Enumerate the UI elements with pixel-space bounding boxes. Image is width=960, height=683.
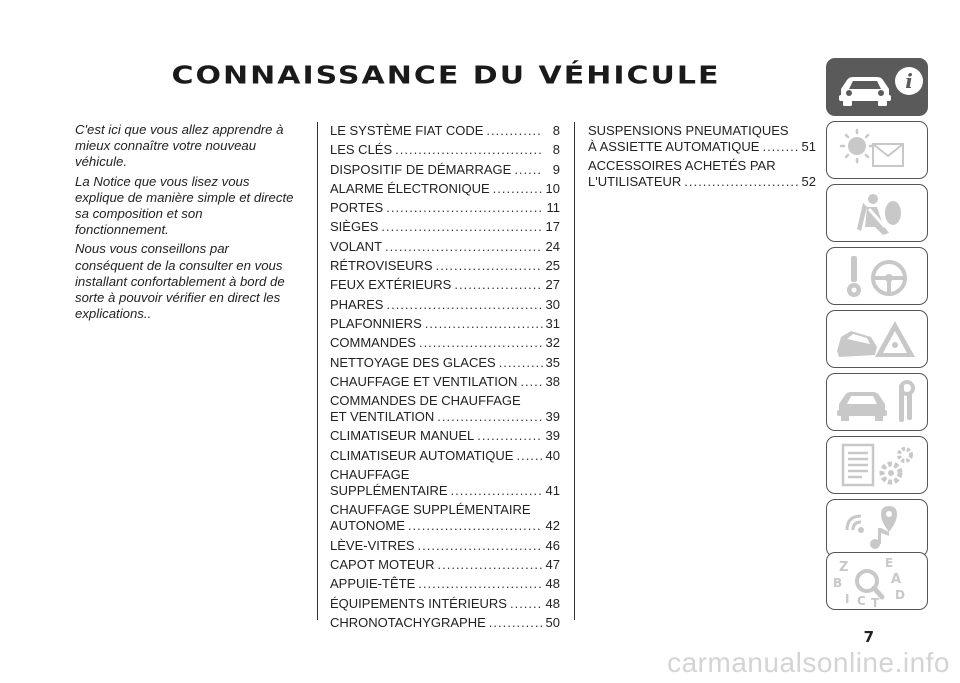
chapter-tab-index[interactable] xyxy=(826,552,928,610)
toc-leader-dots xyxy=(516,448,542,464)
toc-entry-page: 38 xyxy=(545,373,560,389)
toc-entry[interactable] xyxy=(330,335,560,351)
toc-column-2 xyxy=(588,123,816,194)
toc-entry[interactable] xyxy=(330,181,560,197)
toc-entry-title: SUPPLÉMENTAIRE xyxy=(330,483,448,499)
chapter-tab-dashboard[interactable] xyxy=(826,121,928,179)
toc-leader-dots xyxy=(486,123,543,139)
toc-entry-page: 39 xyxy=(545,409,560,425)
car-info-icon xyxy=(827,59,929,117)
toc-entry-page: 31 xyxy=(545,315,560,331)
toc-entry[interactable] xyxy=(588,123,816,155)
toc-leader-dots xyxy=(451,483,543,499)
toc-entry-page: 27 xyxy=(545,277,560,293)
toc-entry[interactable] xyxy=(330,374,560,390)
toc-leader-dots xyxy=(386,297,542,313)
chapter-tab-technical[interactable] xyxy=(826,436,928,494)
toc-entry-page: 30 xyxy=(545,296,560,312)
toc-entry-page: 50 xyxy=(545,614,560,630)
svg-text:i: i xyxy=(905,69,913,93)
toc-leader-dots xyxy=(437,409,542,425)
toc-entry-page: 46 xyxy=(545,537,560,553)
toc-leader-dots xyxy=(520,374,542,390)
toc-entry-page: 10 xyxy=(545,180,560,196)
toc-entry-page: 52 xyxy=(801,174,816,190)
toc-entry[interactable] xyxy=(330,123,560,139)
toc-entry-page: 24 xyxy=(545,238,560,254)
toc-leader-dots xyxy=(381,219,542,235)
toc-leader-dots xyxy=(419,335,543,351)
toc-leader-dots xyxy=(493,181,543,197)
toc-entry-title: CAPOT MOTEUR xyxy=(330,556,435,572)
toc-entry-page: 35 xyxy=(545,354,560,370)
toc-entry-title: SIÈGES xyxy=(330,219,379,235)
toc-entry-title: CHAUFFAGE xyxy=(330,467,410,483)
toc-entry-page: 11 xyxy=(546,200,560,216)
toc-entry[interactable] xyxy=(330,316,560,332)
toc-entry[interactable] xyxy=(330,428,560,444)
toc-leader-dots xyxy=(408,518,543,534)
toc-entry-page: 8 xyxy=(552,123,560,138)
car-maintenance-icon xyxy=(827,374,929,432)
toc-leader-dots xyxy=(510,596,543,612)
toc-entry[interactable] xyxy=(330,538,560,554)
toc-entry[interactable] xyxy=(330,142,560,158)
toc-entry[interactable] xyxy=(330,615,560,631)
index-letter: D xyxy=(895,588,905,602)
toc-entry[interactable] xyxy=(330,239,560,255)
toc-entry[interactable] xyxy=(588,158,816,190)
index-letter: Z xyxy=(839,560,849,575)
toc-leader-dots xyxy=(477,428,542,444)
toc-leader-dots xyxy=(499,355,543,371)
toc-entry-page: 47 xyxy=(545,556,560,572)
toc-entry[interactable] xyxy=(330,576,560,592)
toc-entry[interactable] xyxy=(330,355,560,371)
warning-lights-icon xyxy=(827,122,929,180)
toc-entry-title: LÈVE-VITRES xyxy=(330,537,415,553)
chapter-tab-maintenance[interactable] xyxy=(826,373,928,431)
toc-entry[interactable] xyxy=(330,596,560,612)
emergency-icon xyxy=(827,311,929,369)
toc-leader-dots xyxy=(436,258,543,274)
toc-entry-title: LE SYSTÈME FIAT CODE xyxy=(330,123,484,138)
toc-entry-title: APPUIE-TÊTE xyxy=(330,576,416,592)
toc-entry-page: 42 xyxy=(545,518,560,534)
toc-entry[interactable] xyxy=(330,277,560,293)
toc-entry-title: CLIMATISEUR AUTOMATIQUE xyxy=(330,447,514,463)
intro-text xyxy=(75,122,295,325)
index-letter: I xyxy=(845,592,850,606)
toc-entry-title: NETTOYAGE DES GLACES xyxy=(330,354,496,370)
toc-entry-title: ACCESSOIRES ACHETÉS PAR xyxy=(588,158,776,174)
toc-entry[interactable] xyxy=(330,219,560,235)
toc-leader-dots xyxy=(438,557,543,573)
toc-leader-dots xyxy=(418,576,542,592)
toc-entry-title: COMMANDES xyxy=(330,335,416,351)
index-letter: A xyxy=(891,572,902,587)
toc-entry[interactable] xyxy=(330,393,560,425)
toc-entry-page: 48 xyxy=(545,595,560,611)
index-letter: B xyxy=(833,576,843,590)
toc-entry-page: 8 xyxy=(552,142,560,158)
key-steering-wheel-icon xyxy=(827,248,929,306)
technical-data-icon xyxy=(827,437,929,495)
toc-entry-title: PLAFONNIERS xyxy=(330,315,422,331)
toc-entry-title: CLIMATISEUR MANUEL xyxy=(330,428,475,444)
toc-entry-title: L'UTILISATEUR xyxy=(588,174,682,190)
toc-entry-title: CHAUFFAGE ET VENTILATION xyxy=(330,373,518,389)
toc-entry-page: 48 xyxy=(545,576,560,592)
index-letter: T xyxy=(871,596,880,610)
toc-entry-page: 40 xyxy=(545,447,560,463)
toc-leader-dots xyxy=(386,200,543,216)
toc-entry[interactable] xyxy=(330,502,560,534)
toc-entry[interactable] xyxy=(330,557,560,573)
toc-entry[interactable] xyxy=(330,448,560,464)
toc-entry[interactable] xyxy=(330,297,560,313)
toc-entry[interactable] xyxy=(330,258,560,274)
airbag-safety-icon xyxy=(827,185,929,243)
toc-entry-page: 17 xyxy=(545,219,560,235)
toc-entry-title: ALARME ÉLECTRONIQUE xyxy=(330,180,490,196)
toc-leader-dots xyxy=(385,239,543,255)
toc-column-1 xyxy=(330,123,560,634)
chapter-tab-safety[interactable] xyxy=(826,184,928,242)
toc-entry-title: RÉTROVISEURS xyxy=(330,258,433,274)
intro-paragraph: La Notice que vous lisez vous explique de manière simple et directe sa composition et son fonctionnement. xyxy=(75,173,294,238)
chapter-tab-multimedia[interactable] xyxy=(826,499,928,557)
intro-paragraph: C'est ici que vous allez apprendre à mieux connaître votre nouveau véhicule. xyxy=(75,122,284,170)
toc-entry-page: 39 xyxy=(545,428,560,444)
toc-entry-title: DISPOSITIF DE DÉMARRAGE xyxy=(330,161,512,177)
multimedia-icon xyxy=(827,500,929,558)
toc-entry[interactable] xyxy=(330,162,560,178)
toc-entry-title: CHAUFFAGE SUPPLÉMENTAIRE xyxy=(330,502,531,518)
toc-entry-page: 9 xyxy=(552,161,560,177)
toc-entry-title: FEUX EXTÉRIEURS xyxy=(330,277,452,293)
intro-paragraph: Nous vous conseillons par conséquent de la consulter en vous installant confortablement à bord de sorte à pouvoir vérifier en direct les explications.. xyxy=(75,241,285,322)
toc-entry-title: VOLANT xyxy=(330,238,383,254)
toc-entry-page: 25 xyxy=(545,258,560,274)
toc-entry-title: ÉQUIPEMENTS INTÉRIEURS xyxy=(330,595,507,611)
toc-entry[interactable] xyxy=(330,467,560,499)
toc-leader-dots xyxy=(454,277,542,293)
toc-leader-dots xyxy=(425,316,543,332)
toc-leader-dots xyxy=(489,615,543,631)
toc-leader-dots xyxy=(395,142,543,158)
toc-leader-dots xyxy=(684,174,798,190)
chapter-tab-emergency[interactable] xyxy=(826,310,928,368)
toc-entry-title: SUSPENSIONS PNEUMATIQUES xyxy=(588,123,789,138)
toc-entry-page: 41 xyxy=(545,483,560,499)
column-divider xyxy=(317,122,318,620)
toc-entry-title: ET VENTILATION xyxy=(330,409,435,425)
page-number: 7 xyxy=(863,628,874,646)
toc-leader-dots xyxy=(514,162,543,178)
alphabetical-index-icon xyxy=(827,553,929,611)
toc-entry[interactable] xyxy=(330,200,560,216)
toc-entry-title: À ASSIETTE AUTOMATIQUE xyxy=(588,139,760,154)
toc-entry-title: AUTONOME xyxy=(330,518,405,534)
toc-entry-title: COMMANDES DE CHAUFFAGE xyxy=(330,393,521,409)
toc-leader-dots xyxy=(418,538,543,554)
page-title: CONNAISSANCE DU VÉHICULE xyxy=(171,61,721,90)
toc-leader-dots xyxy=(762,139,798,155)
toc-entry-page: 51 xyxy=(801,139,816,154)
chapter-tab-starting[interactable] xyxy=(826,247,928,305)
watermark: carmanualsonline.info xyxy=(667,647,950,678)
toc-entry-page: 32 xyxy=(545,335,560,351)
toc-entry-title: LES CLÉS xyxy=(330,142,393,158)
column-divider xyxy=(574,122,575,620)
index-letter: E xyxy=(885,556,894,570)
chapter-tab-vehicle[interactable] xyxy=(826,58,928,116)
toc-entry-title: CHRONOTACHYGRAPHE xyxy=(330,614,486,630)
toc-entry-title: PHARES xyxy=(330,296,384,312)
toc-entry-title: PORTES xyxy=(330,200,384,216)
index-letter: C xyxy=(857,594,866,608)
